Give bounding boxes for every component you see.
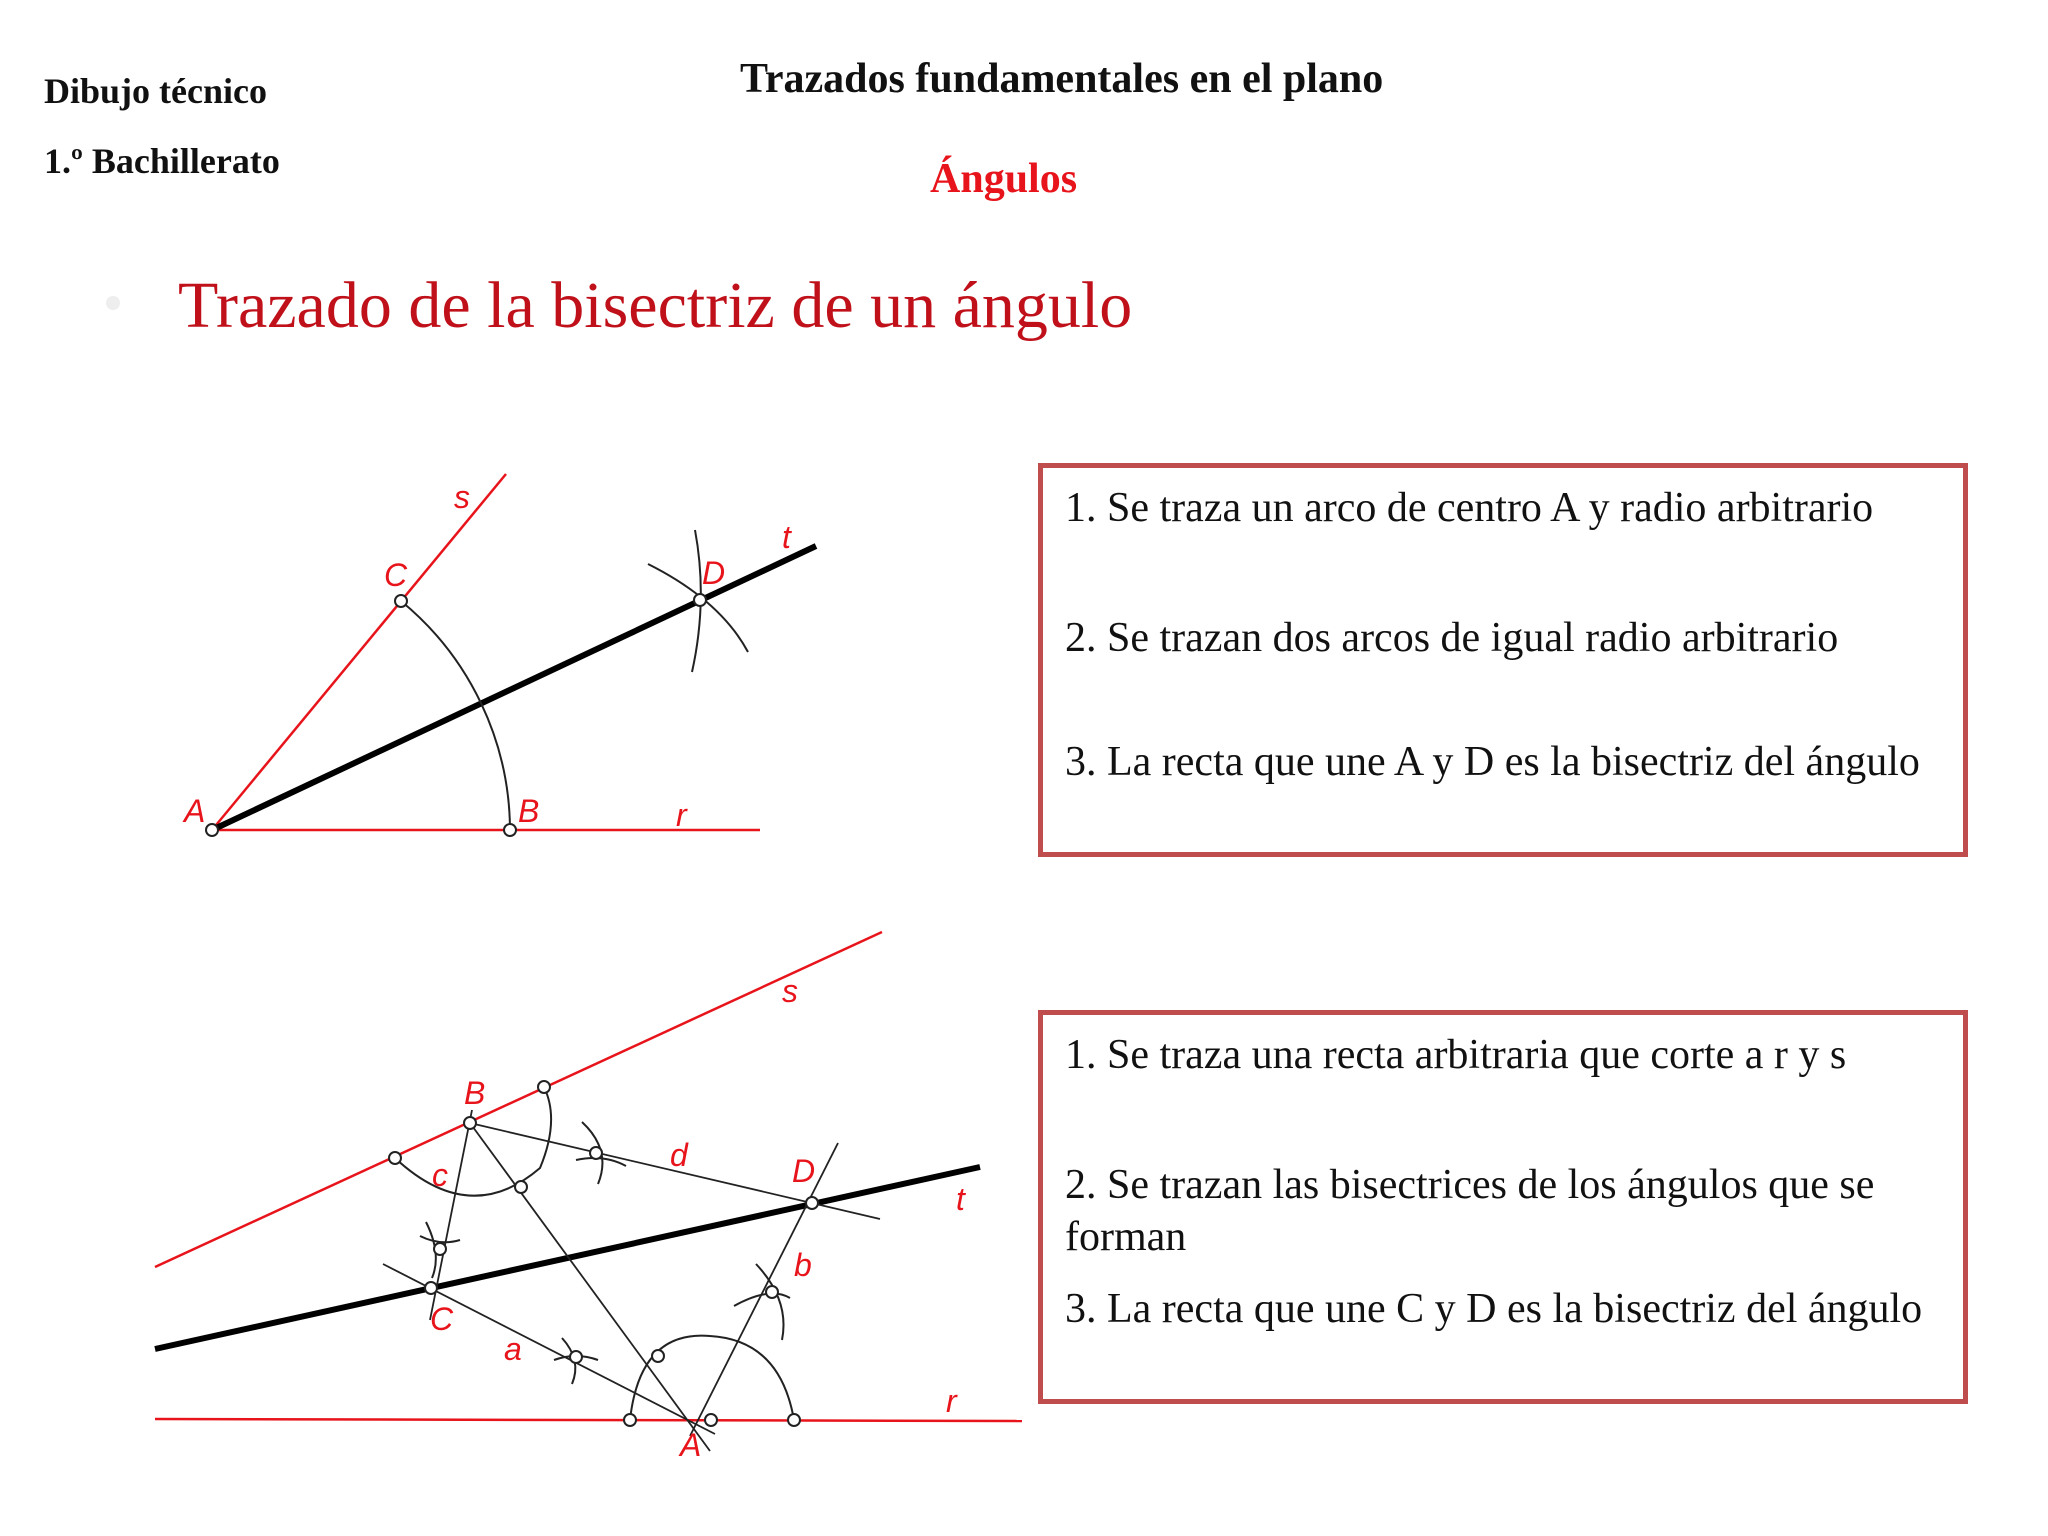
step-text: 3. La recta que une A y D es la bisectriz del ángulo	[1065, 739, 1920, 785]
point-s-left	[389, 1152, 401, 1164]
label-c-lower: c	[432, 1157, 448, 1193]
arc-mark-d2	[576, 1158, 626, 1166]
point-b-mark	[766, 1286, 778, 1298]
point-r-left	[624, 1414, 636, 1426]
point-b	[504, 824, 516, 836]
label-a: A	[680, 1427, 702, 1463]
arc-at-a	[630, 1336, 794, 1420]
point-c	[395, 595, 407, 607]
point-s-right	[538, 1081, 550, 1093]
bisector-d	[690, 1143, 838, 1436]
line-r	[155, 1419, 1022, 1421]
arc-mark-b	[734, 1294, 790, 1307]
label-t: t	[782, 519, 791, 555]
label-d: D	[702, 555, 726, 591]
line-s	[155, 932, 882, 1267]
step-text: 2. Se trazan dos arcos de igual radio arbitrario	[1065, 615, 1839, 661]
label-c: C	[384, 557, 408, 593]
label-s: s	[782, 973, 798, 1009]
label-b: B	[464, 1075, 486, 1111]
steps-box-1	[1038, 463, 1968, 857]
point-arc-b	[515, 1181, 527, 1193]
point-d	[806, 1197, 818, 1209]
step-text: 2. Se trazan las bisectrices de los ángulos que se forman	[1065, 1162, 1875, 1260]
point-b	[464, 1117, 476, 1129]
section-heading: Trazado de la bisectriz de un ángulo	[178, 269, 1133, 342]
point-a	[206, 824, 218, 836]
figure-2	[155, 932, 1022, 1463]
label-a: A	[184, 793, 206, 829]
bisector-t	[212, 546, 816, 830]
point-a	[705, 1414, 717, 1426]
course-level: 1.º Bachillerato	[44, 141, 280, 181]
line-s	[212, 474, 506, 830]
page-title: Trazados fundamentales en el plano	[740, 56, 1384, 102]
course-name: Dibujo técnico	[44, 71, 267, 111]
bisector-t	[155, 1167, 980, 1349]
label-s: s	[454, 479, 470, 515]
point-c-mark	[434, 1243, 446, 1255]
point-r-right	[788, 1414, 800, 1426]
label-a-lower: a	[504, 1331, 522, 1367]
label-c: C	[430, 1301, 454, 1337]
label-d-lower: d	[670, 1137, 688, 1173]
label-b: B	[518, 793, 540, 829]
label-d: D	[792, 1153, 816, 1189]
step-text: 1. Se traza un arco de centro A y radio arbitrario	[1065, 485, 1874, 531]
arc-mark-b2	[756, 1264, 784, 1340]
label-r: r	[676, 797, 687, 833]
point-d-mark	[590, 1147, 602, 1159]
point-d	[694, 594, 706, 606]
steps-box-2	[1038, 1010, 1968, 1404]
arc-mark-c	[420, 1236, 460, 1242]
step-text: 1. Se traza una recta arbitraria que corte a r y s	[1065, 1032, 1847, 1078]
page-subtitle: Ángulos	[930, 156, 1078, 202]
step-text: 3. La recta que une C y D es la bisectriz del ángulo	[1065, 1286, 1923, 1332]
point-arc-a	[652, 1350, 664, 1362]
point-c	[425, 1282, 437, 1294]
label-r: r	[946, 1383, 957, 1419]
label-b-lower: b	[794, 1247, 812, 1283]
figure-1	[182, 474, 816, 836]
label-t: t	[956, 1181, 965, 1217]
point-a-mark	[570, 1351, 582, 1363]
